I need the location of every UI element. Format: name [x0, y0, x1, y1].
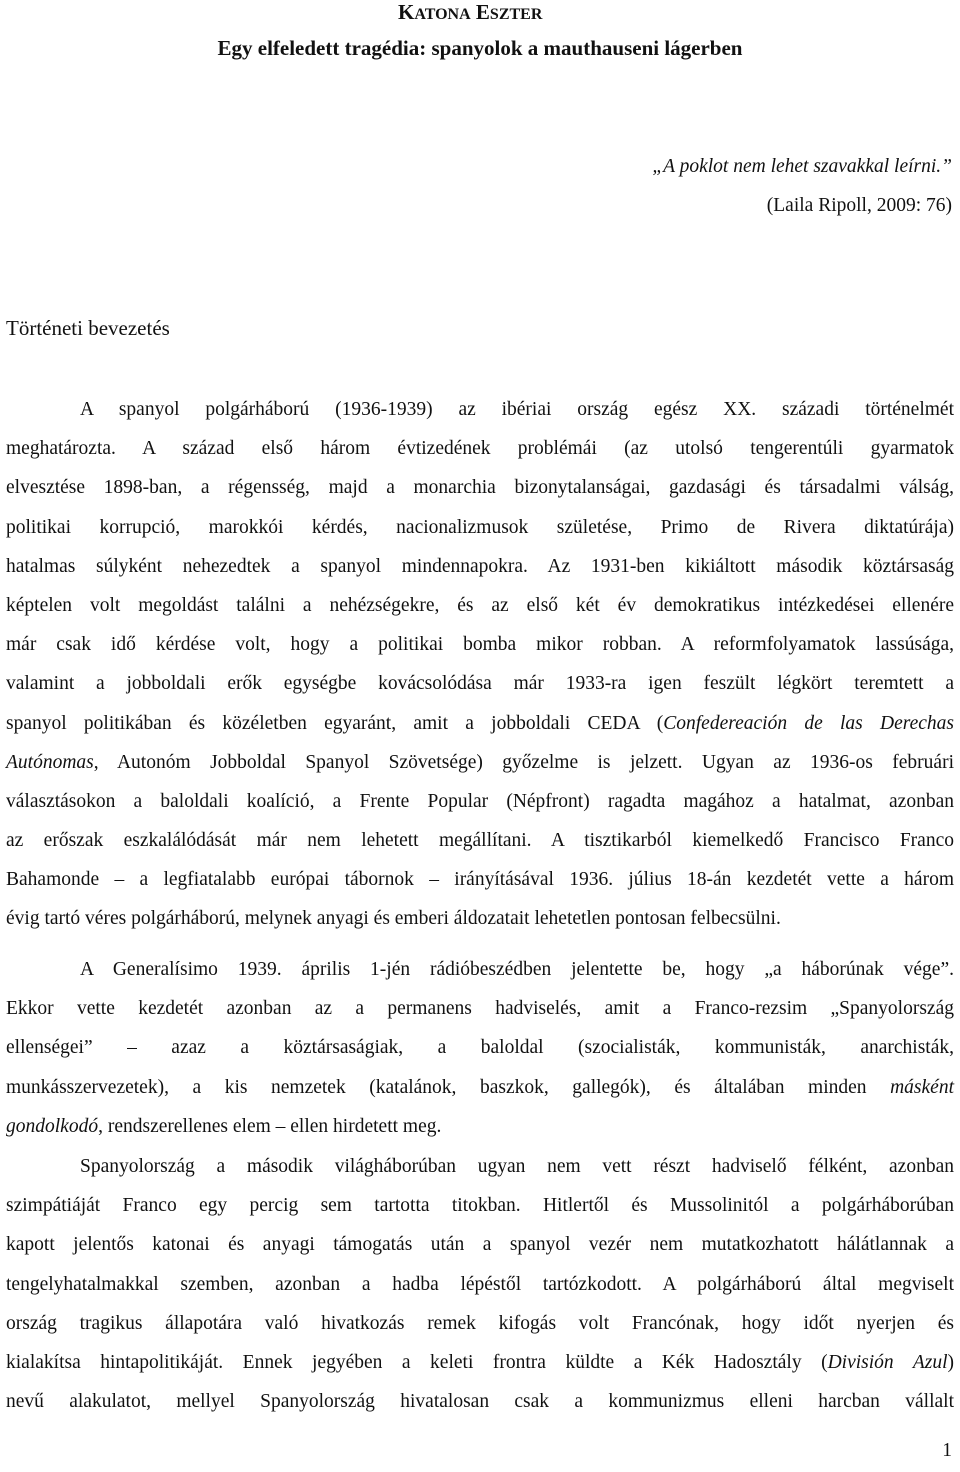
text-line: Spanyolország a második világháborúban ugyan nem vett részt hadviselő félként, azonban: [80, 1156, 954, 1177]
article-title: Egy elfeledett tragédia: spanyolok a mauthauseni lágerben: [217, 36, 743, 60]
text-line: választásokon a baloldali koalíció, a Frente Popular (Népfront) ragadta magához a hatalmat, azonban: [6, 790, 954, 812]
text-line: meghatározta. A század első három évtizedének problémái (az utolsó tengerentúli gyarmatok: [6, 438, 954, 460]
epigraph-source: (Laila Ripoll, 2009: 76): [766, 195, 952, 216]
author-name: KATONA ESZTER: [398, 0, 543, 24]
text-line: képtelen volt megoldást találni a nehézségekre, és az első két év demokratikus intézkedései ellenére: [6, 594, 954, 616]
text-line: szimpátiáját Franco egy percig sem tartotta titokban. Hitlertől és Mussolinitól a polgárháborúban: [6, 1195, 954, 1217]
text-line: munkásszervezetek), a kis nemzetek (katalánok, baszkok, gallegók), és általában minden másként: [6, 1076, 954, 1098]
text-line: spanyol politikában és közéletben egyaránt, amit a jobboldali CEDA (Confedereación de las Derechas: [6, 712, 954, 734]
section-heading: Történeti bevezetés: [6, 316, 170, 340]
text-line: kapott jelentős katonai és anyagi támogatás után a spanyol vezér nem mutatkozhatott hálátlannak a: [6, 1234, 954, 1256]
text-line: ellenségei” – azaz a köztársaságiak, a baloldal (szocialisták, kommunisták, anarchisták,: [6, 1037, 954, 1059]
paragraph-2: [6, 950, 954, 1146]
text-line: ország tragikus állapotára való hivatkozás remek kifogás volt Francónak, hogy időt nyerjen és: [6, 1312, 954, 1334]
text-line: tengelyhatalmakkal szemben, azonban a hadba lépéstől tartózkodott. A polgárháború által megviselt: [6, 1273, 954, 1295]
text-line: politikai korrupció, marokkói kérdés, nacionalizmusok születése, Primo de Rivera diktatúrája): [6, 516, 954, 538]
text-line: az erőszak eszkalálódását már nem lehetett megállítani. A tisztikarból kiemelkedő Francisco Franco: [6, 830, 954, 852]
text-line: Autónomas, Autonóm Jobboldal Spanyol Szövetsége) győzelme is jelzett. Ugyan az 1936-os februári: [6, 751, 954, 773]
epigraph-quote: „A poklot nem lehet szavakkal leírni.”: [652, 156, 952, 177]
text-line: évig tartó véres polgárháború, melynek anyagi és emberi áldozatait lehetetlen pontosan felbecsülni.: [6, 908, 781, 930]
text-line: hatalmas súlyként nehezedtek a spanyol mindennapokra. Az 1931-ben kikiáltott második köztársaság: [6, 555, 954, 577]
text-line: gondolkodó, rendszerellenes elem – ellen hirdetett meg.: [6, 1115, 442, 1137]
text-line: valamint a jobboldali erők egységbe kovácsolódása már 1933-ra igen feszült légkört teremtett a: [6, 673, 954, 695]
text-line: Bahamonde – a legfiatalabb európai tábornok – irányításával 1936. július 18-án kezdetét vette a három: [6, 869, 954, 891]
text-line: A Generalísimo 1939. április 1-jén rádióbeszédben jelentette be, hogy „a háborúnak vége”.: [80, 959, 954, 980]
text-line: nevű alakulatot, mellyel Spanyolország hivatalosan csak a kommunizmus elleni harcban vállalt: [6, 1391, 954, 1413]
paragraph-1: [6, 390, 954, 939]
text-line: A spanyol polgárháború (1936-1939) az ibériai ország egész XX. századi történelmét: [80, 399, 954, 420]
page-number: 1: [942, 1440, 952, 1461]
paragraph-3: [6, 1147, 954, 1421]
text-line: Ekkor vette kezdetét azonban az a permanens hadviselés, amit a Franco-rezsim „Spanyolország: [6, 998, 954, 1020]
text-line: elvesztése 1898-ban, a régensség, majd a monarchia bizonytalanságai, gazdasági és társadalmi válság,: [6, 477, 954, 499]
text-line: kialakítsa hintapolitikáját. Ennek jegyében a keleti frontra küldte a Kék Hadosztály (División Azul): [6, 1351, 954, 1373]
text-line: már csak idő kérdése volt, hogy a politikai bomba mikor robban. A reformfolyamatok lassúsága,: [6, 634, 954, 656]
